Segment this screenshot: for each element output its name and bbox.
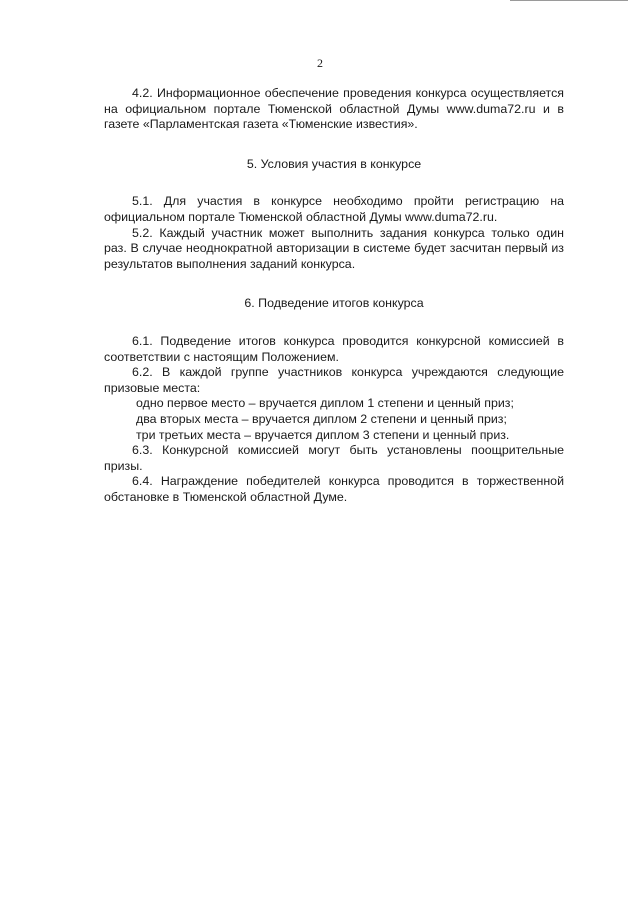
paragraph-5-1: 5.1. Для участия в конкурсе необходимо пройти регистрацию на официальном портале Тюменской областной Думы www.duma72.ru. (104, 194, 564, 224)
paragraph-4-2: 4.2. Информационное обеспечение проведения конкурса осуществляется на официальном портале Тюменской областной Думы www.duma72.ru и в газете «Парламентская газета «Тюменские известия». (104, 86, 564, 132)
section-5-heading: 5. Условия участия в конкурсе (246, 156, 422, 171)
document-body (104, 86, 564, 505)
prize-place-second: два вторых места – вручается диплом 2 степени и ценный приз; (136, 411, 507, 426)
paragraph-6-3: 6.3. Конкурсной комиссией могут быть установлены поощрительные призы. (104, 443, 564, 473)
paragraph-6-4: 6.4. Награждение победителей конкурса проводится в торжественной обстановке в Тюменской областной Думе. (104, 474, 564, 504)
scan-edge-mark (510, 0, 628, 3)
page-number: 2 (317, 56, 323, 70)
prize-place-first: одно первое место – вручается диплом 1 степени и ценный приз; (136, 396, 514, 411)
paragraph-6-1: 6.1. Подведение итогов конкурса проводится конкурсной комиссией в соответствии с настоящим Положением. (104, 333, 564, 364)
paragraph-6-2: 6.2. В каждой группе участников конкурса учреждаются следующие призовые места: (104, 365, 564, 395)
paragraph-5-2: 5.2. Каждый участник может выполнить задания конкурса только один раз. В случае неоднократной авторизации в системе будет засчитан первый из результатов выполнения заданий конкурса. (104, 225, 564, 271)
section-6-heading: 6. Подведение итогов конкурса (244, 296, 424, 311)
prize-place-third: три третьих места – вручается диплом 3 степени и ценный приз. (136, 427, 510, 442)
